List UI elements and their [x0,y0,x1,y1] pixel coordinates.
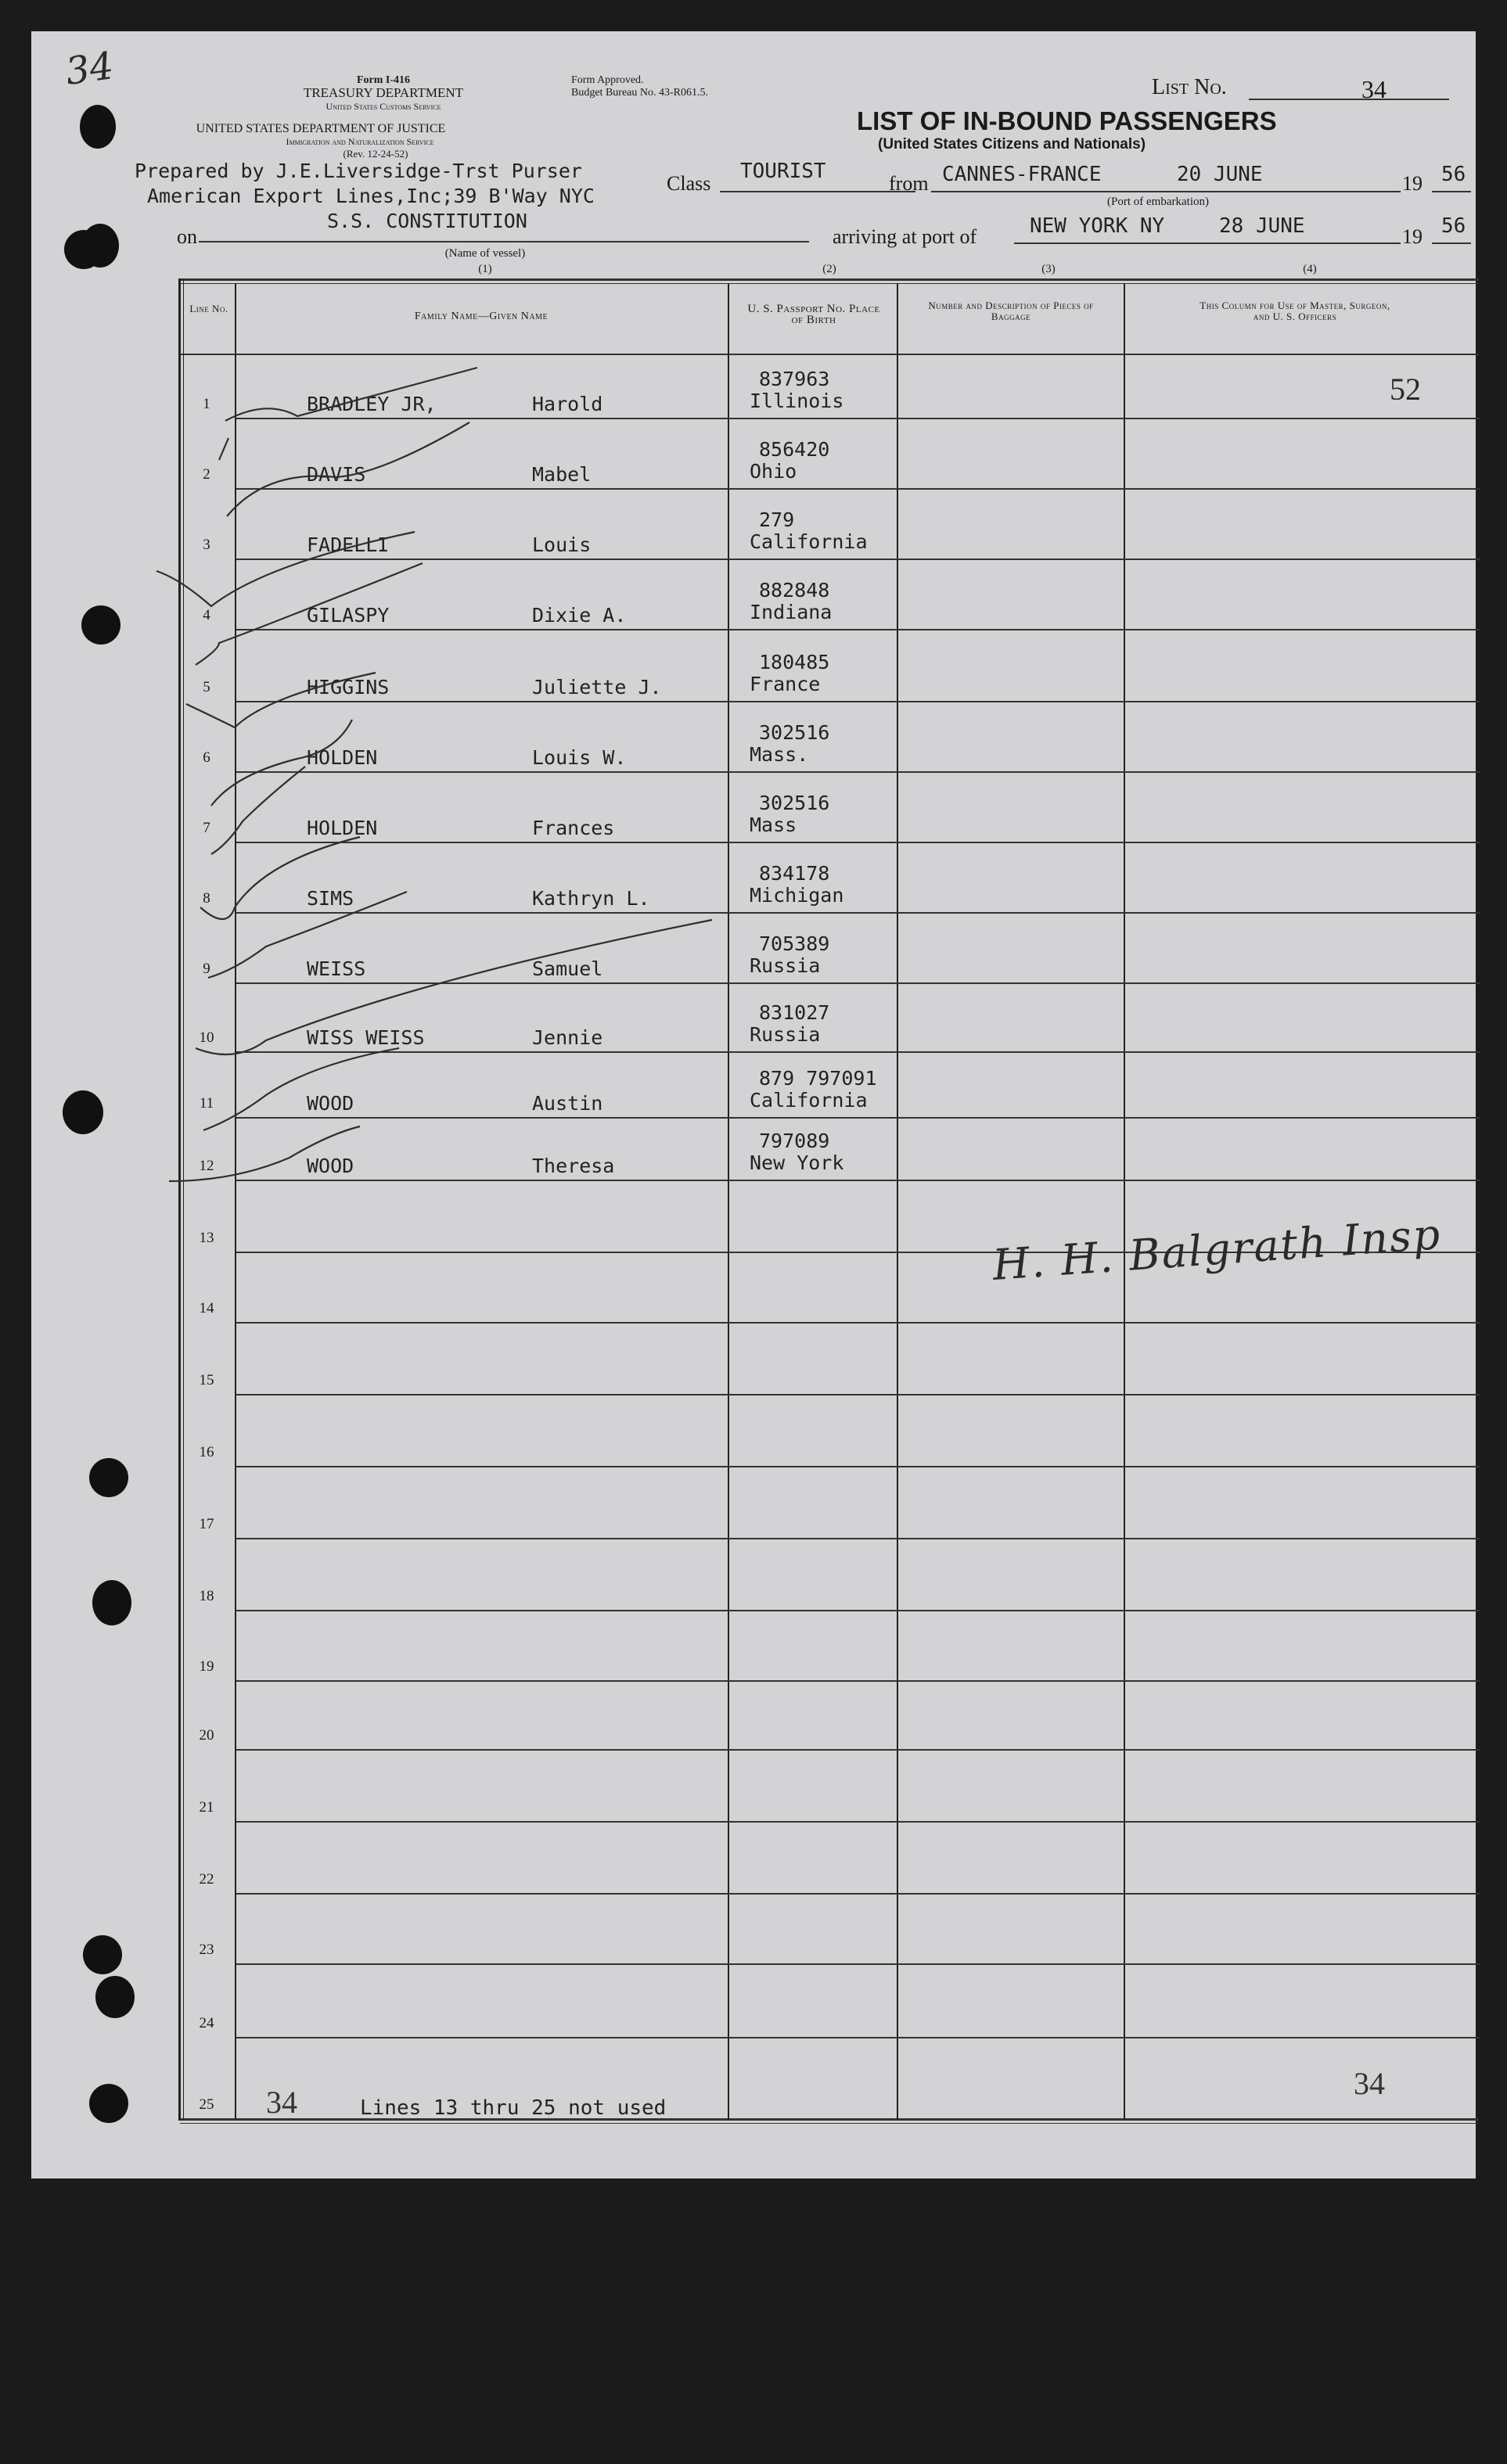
family-name: HOLDEN [307,817,378,839]
class-label: Class [667,172,711,195]
from-year: 56 [1441,163,1466,186]
family-name: DAVIS [307,463,366,486]
given-name: Harold [532,393,603,415]
pencil-checkmarks [31,31,1476,1205]
line-number: 19 [199,1658,214,1675]
check-mark [186,673,376,727]
family-name: HIGGINS [307,676,390,699]
row-line [236,2037,1480,2038]
table-bottom-line-2 [180,2123,1479,2124]
line-number: 7 [203,820,210,836]
check-mark [203,1048,399,1130]
list-no-value: 34 [1361,75,1387,103]
place-of-birth: Mass [750,814,797,836]
col-header-name: Family Name—Given Name [414,311,548,322]
arriving-label: arriving at port of [833,225,977,248]
given-name: Kathryn L. [532,887,650,910]
col-header-officers: This Column for Use of Master, Surgeon, and U. S. Officers [1199,300,1390,322]
line-number: 9 [203,961,210,977]
family-name: WISS WEISS [307,1026,425,1049]
vessel-name: S.S. CONSTITUTION [327,210,527,232]
page-subtitle: (United States Citizens and Nationals) [878,136,1146,153]
line-number: 22 [199,1871,214,1888]
family-name: GILASPY [307,604,390,627]
place-of-birth: Mass. [750,743,809,766]
check-mark [156,532,415,606]
unused-lines-note: Lines 13 thru 25 not used [360,2096,667,2120]
line-number: 13 [199,1230,214,1246]
arrival-date: 28 JUNE [1219,214,1305,238]
row-line [236,1610,1480,1611]
passport-number: 302516 [759,792,830,814]
given-name: Theresa [532,1155,615,1177]
family-name: FADELLI [307,533,390,556]
check-mark [227,422,469,516]
col-header-passport: U. S. Passport No. Place of Birth [747,303,880,326]
passport-number: 797089 [759,1130,830,1152]
punch-hole [89,1458,128,1497]
given-name: Juliette J. [532,676,662,699]
row-line [236,1893,1480,1895]
check-mark [219,368,477,460]
family-name: HOLDEN [307,746,378,769]
place-of-birth: California [750,530,868,553]
passport-number: 837963 [759,368,830,390]
class-value: TOURIST [740,160,826,183]
row-line [236,1680,1480,1682]
col4-number: (4) [1303,263,1317,275]
line-number: 18 [199,1588,214,1604]
row-line [236,1394,1480,1395]
form-number: Form I-416 [356,74,411,86]
place-of-birth: New York [750,1151,844,1174]
passport-number: 302516 [759,721,830,744]
family-name: WEISS [307,957,366,980]
passport-number: 180485 [759,651,830,673]
check-mark [211,720,352,806]
place-of-birth: France [750,673,821,695]
immigration-service: Immigration and Naturalization Service [286,136,434,147]
line-number: 16 [199,1444,214,1460]
line-number: 4 [203,607,210,623]
family-name: BRADLEY JR, [307,393,437,415]
vessel-caption: (Name of vessel) [444,247,526,260]
arrival-year: 56 [1441,214,1466,238]
customs-service: United States Customs Service [325,101,441,112]
check-mark [169,1126,360,1181]
place-of-birth: Illinois [750,390,844,412]
row-line [236,1963,1480,1965]
family-name: SIMS [307,887,354,910]
line-number: 12 [199,1158,214,1174]
passport-number: 834178 [759,862,830,885]
row-line [236,1821,1480,1823]
check-mark [211,767,305,854]
col-header-baggage: Number and Description of Pieces of Baggage [928,300,1094,322]
family-name: WOOD [307,1155,354,1177]
given-name: Dixie A. [532,604,627,627]
on-label: on [177,225,197,248]
from-date: 20 JUNE [1177,163,1263,186]
punch-hole [83,1935,122,1974]
line-number: 6 [203,749,210,766]
row-line [236,1538,1480,1539]
given-name: Louis W. [532,746,627,769]
given-name: Louis [532,533,592,556]
passport-number: 882848 [759,579,830,602]
revision-date: (Rev. 12-24-52) [343,148,408,160]
treasury-department: TREASURY DEPARTMENT [303,85,464,100]
family-name: WOOD [307,1092,354,1115]
line-number: 15 [199,1372,214,1388]
passport-number: 879 797091 [759,1067,877,1090]
place-of-birth: Indiana [750,601,833,623]
given-name: Jennie [532,1026,603,1049]
col2-number: (2) [822,263,836,275]
budget-bureau: Budget Bureau No. 43-R061.5. [571,87,708,99]
punch-hole [89,2084,128,2123]
page-stamp-right: 34 [1354,2066,1385,2101]
given-name: Mabel [532,463,592,486]
check-mark [196,920,712,1054]
line-number: 8 [203,890,210,907]
line-number: 24 [199,2015,214,2031]
prepared-by: Prepared by J.E.Liversidge-Trst Purser [135,160,582,182]
line-number: 14 [199,1300,214,1316]
given-name: Frances [532,817,615,839]
port-caption: (Port of embarkation) [1107,196,1209,208]
line-number: 2 [203,466,210,483]
page-title: LIST OF IN-BOUND PASSENGERS [857,106,1277,135]
officer-count: 52 [1390,372,1421,407]
line-number: 23 [199,1941,214,1958]
check-mark [200,837,360,919]
line-number: 20 [199,1727,214,1744]
row-line [236,1749,1480,1751]
form-approved: Form Approved. [571,74,644,86]
company: American Export Lines,Inc;39 B'Way NYC [147,185,595,207]
line-number: 21 [199,1799,214,1816]
justice-department: UNITED STATES DEPARTMENT OF JUSTICE [196,122,446,135]
from-label: from [889,172,929,195]
from-port: CANNES-FRANCE [942,163,1102,186]
row-line [236,1466,1480,1467]
passport-number: 705389 [759,932,830,955]
line-number: 17 [199,1516,214,1532]
given-name: Samuel [532,957,603,980]
inspector-signature: H. H. Balgrath Insp [991,1209,1444,1290]
line-number: 11 [199,1095,214,1112]
line-number: 3 [203,537,210,553]
punch-hole [92,1580,131,1625]
row-line [236,1322,1480,1324]
arrival-year-prefix: 19 [1402,225,1422,248]
check-mark [208,892,407,978]
page-stamp-left: 34 [266,2085,297,2120]
punch-hole [95,1976,135,2018]
given-name: Austin [532,1092,603,1115]
manifest-sheet [31,31,1476,2178]
check-mark [196,563,423,665]
place-of-birth: Ohio [750,460,797,483]
col3-number: (3) [1041,263,1056,275]
line-number: 25 [199,2096,214,2113]
handwritten-page-number: 34 [63,44,117,94]
place-of-birth: Russia [750,954,821,977]
col1-number: (1) [478,263,492,275]
passport-number: 279 [759,508,795,531]
place-of-birth: Michigan [750,884,844,907]
from-year-prefix: 19 [1402,172,1422,195]
passport-number: 831027 [759,1001,830,1024]
place-of-birth: Russia [750,1023,821,1046]
passport-number: 856420 [759,438,830,461]
list-no-label: List No. [1152,75,1227,99]
line-number: 5 [203,679,210,695]
place-of-birth: California [750,1089,868,1112]
arrival-port: NEW YORK NY [1030,214,1165,238]
line-number: 10 [199,1029,214,1046]
col-header-line-no: Line No. [189,303,228,314]
line-number: 1 [203,396,210,412]
